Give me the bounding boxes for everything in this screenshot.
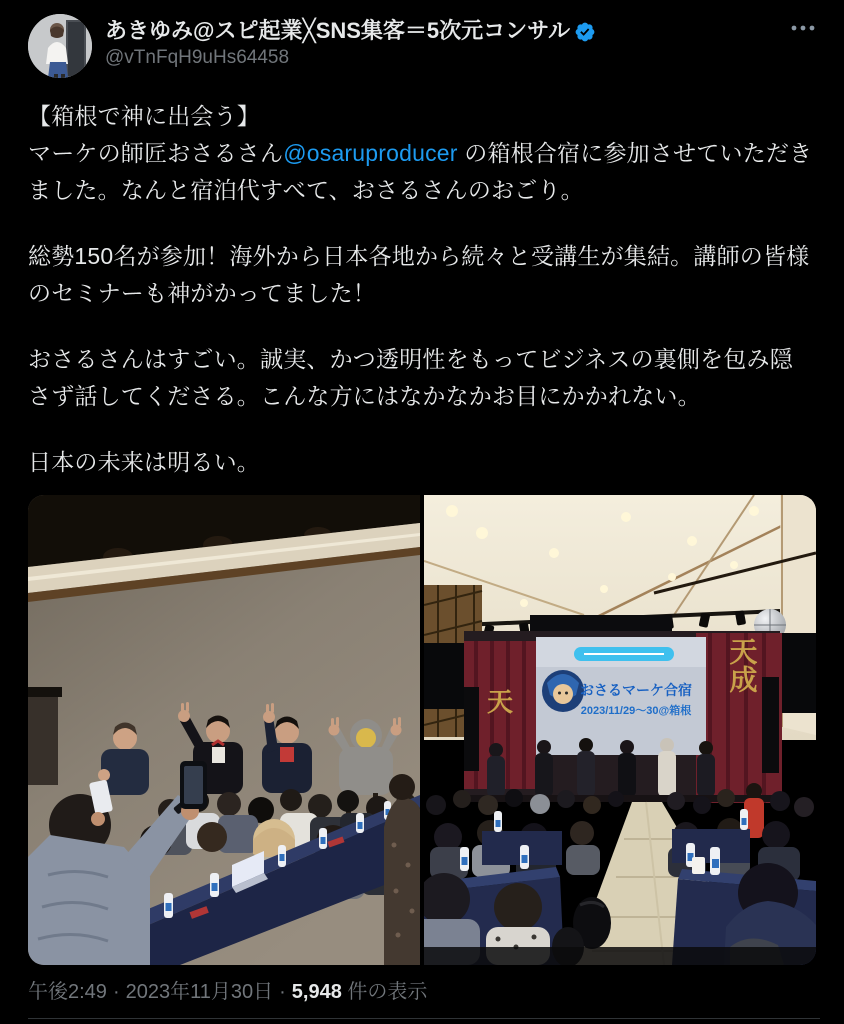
display-name: あきゆみ@スピ起業╳SNS集客＝5次元コンサル xyxy=(105,18,571,43)
divider xyxy=(28,1018,820,1019)
photo-left-stage[interactable] xyxy=(28,495,420,965)
curtain-calligraphy-right: 天成 xyxy=(726,637,758,693)
curtain-calligraphy-left: 天 xyxy=(486,687,514,717)
post-time: 午後2:49 xyxy=(28,981,107,1003)
tweet-header xyxy=(28,14,816,78)
tweet-line-heading: 【箱根で神に出会う】 xyxy=(28,103,260,129)
tweet-text xyxy=(28,98,816,481)
timestamp-row xyxy=(28,980,816,1005)
more-button[interactable] xyxy=(790,14,816,32)
avatar-image xyxy=(28,14,92,78)
slide-title: おさるマーケ合宿 xyxy=(580,682,692,698)
paragraph-4: 日本の未来は明るい。 xyxy=(28,449,260,475)
views-count: 5,948 xyxy=(291,981,342,1003)
verified-badge-icon xyxy=(574,21,596,43)
text-after-mention: の箱根合宿に参加させていただきました。なんと宿泊代すべて、おさるさんのおごり。 xyxy=(28,140,813,203)
views-label: 件の表示 xyxy=(347,981,428,1003)
paragraph-2: 総勢150名が参加！海外から日本各地から続々と受講生が集結。講師の皆様のセミナーも神がかってました！ xyxy=(28,243,810,306)
user-handle[interactable]: @vTnFqH9uHs64458 xyxy=(105,47,290,68)
text-before-mention: マーケの師匠おさるさん xyxy=(28,140,284,166)
display-name-row[interactable] xyxy=(105,17,596,45)
paragraph-1 xyxy=(28,98,816,209)
photo-right-venue[interactable] xyxy=(424,495,816,965)
name-block xyxy=(105,14,596,71)
slide-subtitle: 2023/11/29〜30@箱根 xyxy=(580,705,692,717)
mention-link[interactable]: @osaruproducer xyxy=(283,140,458,166)
avatar[interactable] xyxy=(28,14,92,78)
post-date: 2023年11月30日 xyxy=(125,981,274,1003)
more-icon xyxy=(790,24,816,32)
separator-dot: · xyxy=(279,981,286,1003)
paragraph-3: おさるさんはすごい。誠実、かつ透明性をもってビジネスの裏側を包み隠さず話してくださる。こんな方にはなかなかお目にかかれない。 xyxy=(28,346,793,409)
media-grid xyxy=(28,495,816,965)
separator-dot: · xyxy=(112,981,120,1003)
tweet-line-intro xyxy=(28,135,816,209)
